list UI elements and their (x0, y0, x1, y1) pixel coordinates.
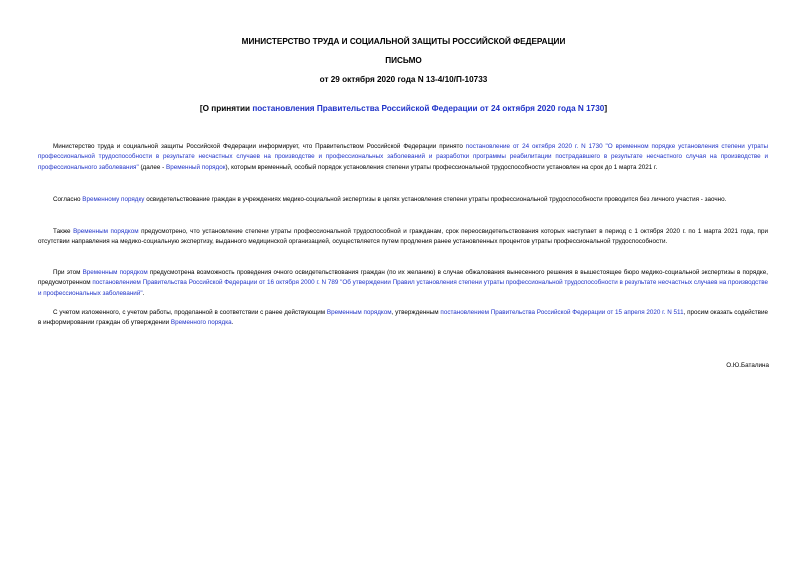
paragraph-4-text-2: предусмотрена возможность проведения очного освидетельствования граждан (по их желанию) в случае обжалования вынесенного решения в вышестоящее бюро медико-социальной экспертизы в порядке, предусмотренном (38, 269, 768, 287)
paragraph-5-text-3: , просим оказать содействие в информировании граждан об утверждении (38, 309, 768, 327)
subject-open: [О принятии (199, 104, 253, 113)
paragraph-3-text-1: Также (53, 228, 74, 235)
subject-decree-link[interactable]: постановления Правительства Российской Федерации от 24 октября 2020 года N 1730 (252, 104, 605, 113)
decree-1730-link[interactable]: постановление от 24 октября 2020 г. N 1730 "О временном порядке установления степени утраты профессиональной трудоспособности в результате несчастных случаев на производстве и профессиональных заболеваний и разработки программы реабилитации пострадавшего в результате несчастного случая на производстве и профессионального заболевания" (38, 143, 768, 171)
paragraph-5-text-2: , утвержденным (391, 309, 441, 316)
signature: О.Ю.Баталина (726, 362, 769, 369)
paragraph-5-text-1: С учетом изложенного, с учетом работы, проделанной в соответствии с ранее действующим (53, 309, 327, 316)
paragraph-5 (38, 308, 768, 329)
temporary-order-link[interactable]: Временным порядком (326, 309, 392, 316)
paragraph-1-text-1: Министерство труда и социальной защиты Российской Федерации информирует, что Правительством Российской Федерации принято (53, 143, 466, 150)
paragraph-1-text-2: (далее - (138, 163, 166, 171)
subject-close: ] (604, 104, 608, 113)
paragraph-2 (38, 195, 768, 205)
temporary-order-link[interactable]: Временного порядка (170, 319, 232, 327)
paragraph-1 (38, 142, 768, 173)
temporary-order-link[interactable]: Временный порядок (166, 163, 226, 171)
document-subject (0, 104, 807, 114)
decree-511-link[interactable]: постановлением Правительства Российской Федерации от 15 апреля 2020 г. N 511 (440, 309, 684, 316)
paragraph-2-text-1: Согласно (53, 196, 83, 203)
paragraph-2-text-2: освидетельствование граждан в учреждениях медико-социальной экспертизы в целях установления степени утраты профессиональной трудоспособности проводится без личного участия - заочно. (144, 196, 727, 203)
ministry-title: МИНИСТЕРСТВО ТРУДА И СОЦИАЛЬНОЙ ЗАЩИТЫ РОССИЙСКОЙ ФЕДЕРАЦИИ (241, 37, 566, 46)
temporary-order-link[interactable]: Временным порядком (73, 228, 139, 235)
temporary-order-link[interactable]: Временным порядком (82, 269, 148, 276)
temporary-order-link[interactable]: Временному порядку (82, 196, 145, 203)
paragraph-3 (38, 227, 768, 248)
decree-789-link[interactable]: постановлением Правительства Российской Федерации от 16 октября 2000 г. N 789 "Об утверждении Правил установления степени утраты профессиональной трудоспособности в результате несчастных случаев на производстве и профессиональных заболеваний" (38, 279, 768, 297)
paragraph-5-text-4: . (231, 319, 234, 327)
paragraph-1-text-3: ), которым временный, особый порядок установления степени утраты профессиональной трудоспособности установлен на срок до 1 марта 2021 г. (225, 163, 658, 171)
paragraph-4-text-3: . (142, 289, 145, 297)
document-type: ПИСЬМО (385, 56, 422, 65)
document-date-number: от 29 октября 2020 года N 13-4/10/П-10733 (319, 75, 488, 84)
paragraph-4-text-1: При этом (53, 269, 83, 276)
paragraph-4 (38, 268, 768, 299)
paragraph-3-text-2: предусмотрено, что установление степени утраты профессиональной трудоспособной и гражданам, срок переосвидетельствования которых наступает в период с 1 октября 2020 г. по 1 марта 2021 года, при отсутствии направления на медико-социальную экспертизу, выданного медицинской организацией, осуществляется путем продления ранее установленных процентов утраты профессиональной трудоспособности. (38, 228, 768, 246)
